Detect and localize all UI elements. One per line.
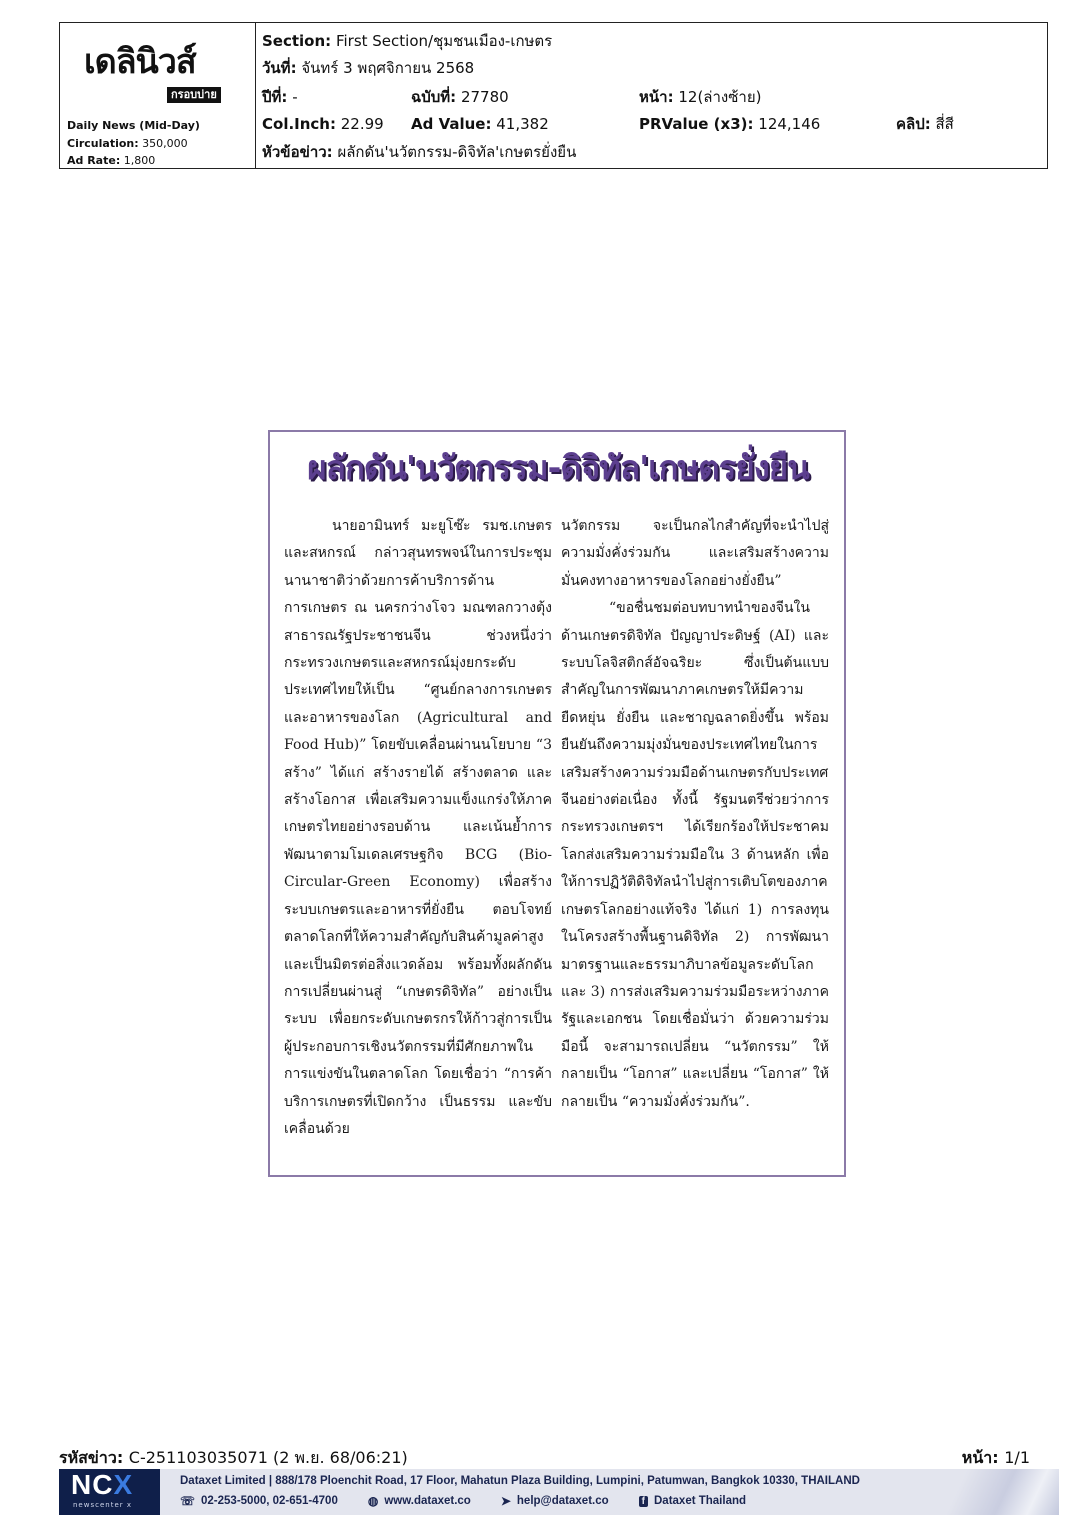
page-counter: [962, 1446, 1030, 1471]
ncx-wordmark-a: NC: [71, 1469, 114, 1500]
prvalue-label: PRValue (x3):: [639, 115, 754, 133]
news-code-label: รหัสข่าว:: [59, 1448, 124, 1467]
publication-logo: เดลินิวส์: [84, 42, 196, 82]
company-address: Dataxet Limited | 888/178 Ploenchit Road, 17 Floor, Mahatun Plaza Building, Lumpini, Patumwan, Bangkok 10330, THAILAND: [180, 1475, 860, 1487]
circulation-line: [67, 137, 188, 150]
issue-label: ฉบับที่:: [411, 88, 457, 106]
page-value: 12(ล่างซ้าย): [678, 88, 762, 106]
article-clipping: [268, 430, 846, 1177]
article-paragraph: “ขอชื่นชมต่อบทบาทนำของจีนในด้านเกษตรดิจิทัล ปัญญาประดิษฐ์ (AI) และระบบโลจิสติกส์อัจฉริยะ ซึ่งเป็นต้นแบบสำคัญในการพัฒนาภาคเกษตรให้มีความยืดหยุ่น ยั่งยืน และชาญฉลาดยิ่งขึ้น พร้อมยืนยันถึงความมุ่งมั่นของประเทศไทยในการเสริมสร้างความร่วมมือด้านเกษตรกับประเทศจีนอย่างต่อเนื่อง ทั้งนี้ รัฐมนตรีช่วยว่าการกระทรวงเกษตรฯ ได้เรียกร้องให้ประชาคมโลกส่งเสริมความร่วมมือใน 3 ด้านหลัก เพื่อให้การปฏิวัติดิจิทัลนำไปสู่การเติบโตของภาคเกษตรโลกอย่างแท้จริง ได้แก่ 1) การลงทุนในโครงสร้างพื้นฐานดิจิทัล 2) การพัฒนามาตรฐานและธรรมาภิบาลข้อมูลระดับโลก และ 3) การส่งเสริมความร่วมมือระหว่างภาครัฐและเอกชน โดยเชื่อมั่นว่า ด้วยความร่วมมือนี้ จะสามารถเปลี่ยน “นวัตกรรม” ให้กลายเป็น “โอกาส” และเปลี่ยน “โอกาส” ให้กลายเป็น “ความมั่งคั่งร่วมกัน”.: [561, 600, 829, 1110]
colinch-label: Col.Inch:: [262, 115, 336, 133]
colinch-value: 22.99: [340, 115, 384, 133]
colinch-field: [262, 115, 384, 133]
contact-line: [180, 1494, 776, 1508]
advalue-label: Ad Value:: [411, 115, 492, 133]
ad-rate-line: [67, 154, 155, 167]
phone-text: 02-253-5000, 02-651-4700: [201, 1495, 338, 1507]
email-item[interactable]: [501, 1494, 609, 1508]
facebook-icon: f: [639, 1496, 648, 1507]
news-code-value: C-251103035071 (2 พ.ย. 68/06:21): [128, 1448, 408, 1467]
send-icon: ➤: [500, 1494, 511, 1508]
article-paragraph: นายอามินทร์ มะยูโซ๊ะ รมช.เกษตรและสหกรณ์ กล่าวสุนทรพจน์ในการประชุมนานาชาติว่าด้วยการค้าบริการด้านการเกษตร ณ นครกว่างโจว มณฑลกวางตุ้ง สาธารณรัฐประชาชนจีน ช่วงหนึ่งว่า กระทรวงเกษตรและสหกรณ์มุ่งยกระดับประเทศไทยให้เป็น “ศูนย์กลางการเกษตรและอาหารของโลก (Agricultural and Food Hub)” โดยขับเคลื่อนผ่านนโยบาย “3 สร้าง” ได้แก่ สร้างรายได้ สร้างตลาด และสร้างโอกาส เพื่อเสริมความแข็งแกร่งให้ภาคเกษตรไทยอย่างรอบด้าน และเน้นย้ำการพัฒนาตามโมเดลเศรษฐกิจ BCG (Bio-Circular-Green Economy) เพื่อสร้างระบบเกษตรและอาหารที่ยั่งยืน ตอบโจทย์ตลาดโลกที่ให้ความสำคัญกับสินค้ามูลค่าสูงและเป็นมิตรต่อสิ่งแวดล้อม พร้อมทั้งผลักดันการเปลี่ยนผ่านสู่ “เกษตรดิจิทัล” อย่างเป็นระบบ เพื่อยกระดับเกษตรกรให้ก้าวสู่การเป็นผู้ประกอบการเชิงนวัตกรรมที่มีศักยภาพในการแข่งขันในตลาดโลก โดยเชื่อว่า “การค้าบริการเกษตรที่เปิดกว้าง เป็นธรรม และขับเคลื่อนด้วย: [284, 518, 552, 1137]
ncx-logo: [59, 1469, 160, 1515]
date-label: วันที่:: [262, 59, 297, 77]
clip-label: คลิป:: [896, 115, 931, 133]
year-value: -: [292, 88, 298, 106]
page-field: [639, 88, 761, 106]
footer-bar: [59, 1469, 1059, 1515]
circulation-label: Circulation:: [67, 137, 139, 150]
globe-icon: ◍: [367, 1494, 379, 1508]
section-label: Section:: [262, 32, 332, 50]
facebook-text[interactable]: Dataxet Thailand: [654, 1495, 747, 1507]
website-item[interactable]: [368, 1494, 471, 1508]
year-field: [262, 88, 298, 106]
footer-decoration: [919, 1469, 1059, 1515]
headline-label: หัวข้อข่าว:: [262, 143, 333, 161]
article-column-left: [284, 513, 552, 1173]
page-counter-value: 1/1: [1004, 1448, 1030, 1467]
year-label: ปีที่:: [262, 88, 288, 106]
prvalue-field: [639, 115, 820, 133]
section-field: [262, 32, 552, 50]
clipping-metadata: [256, 23, 1047, 168]
ad-rate-label: Ad Rate:: [67, 154, 121, 167]
edition-tag: กรอบบ่าย: [167, 87, 221, 103]
publication-cell: [60, 23, 256, 168]
date-field: [262, 59, 474, 77]
clip-value: สี่สี: [935, 115, 954, 133]
issue-field: [411, 88, 509, 106]
clipping-info-header: [59, 22, 1048, 169]
website-text[interactable]: www.dataxet.co: [384, 1495, 471, 1507]
advalue-value: 41,382: [496, 115, 549, 133]
article-column-right: [561, 513, 829, 1173]
headline-value: ผลักดัน'นวัตกรรม-ดิจิทัล'เกษตรยั่งยืน: [337, 143, 577, 161]
issue-value: 27780: [460, 88, 509, 106]
ncx-wordmark: [71, 1471, 133, 1499]
page-label: หน้า:: [639, 88, 674, 106]
publication-name: Daily News (Mid-Day): [67, 119, 200, 132]
date-value: จันทร์ 3 พฤศจิกายน 2568: [301, 59, 475, 77]
facebook-item[interactable]: [639, 1494, 746, 1508]
article-paragraph: นวัตกรรม จะเป็นกลไกสำคัญที่จะนำไปสู่ความมั่งคั่งร่วมกัน และเสริมสร้างความมั่นคงทางอาหารของโลกอย่างยั่งยืน”: [561, 518, 829, 589]
clip-field: [896, 115, 954, 133]
section-value: First Section/ชุมชนเมือง-เกษตร: [335, 32, 553, 50]
phone-icon: ☏: [180, 1494, 196, 1508]
email-text[interactable]: help@dataxet.co: [516, 1495, 609, 1507]
circulation-value: 350,000: [142, 137, 188, 150]
ncx-wordmark-x: X: [113, 1469, 134, 1500]
ncx-subtitle: newscenter x: [73, 1501, 133, 1509]
ad-rate-value: 1,800: [123, 154, 156, 167]
prvalue-value: 124,146: [758, 115, 821, 133]
advalue-field: [411, 115, 549, 133]
headline-field: [262, 143, 576, 161]
page-counter-label: หน้า:: [961, 1448, 999, 1467]
article-headline: ผลักดัน'นวัตกรรม-ดิจิทัล'เกษตรยั่งยืน: [307, 448, 809, 487]
phone-item: [180, 1494, 338, 1508]
news-code: [59, 1446, 408, 1471]
